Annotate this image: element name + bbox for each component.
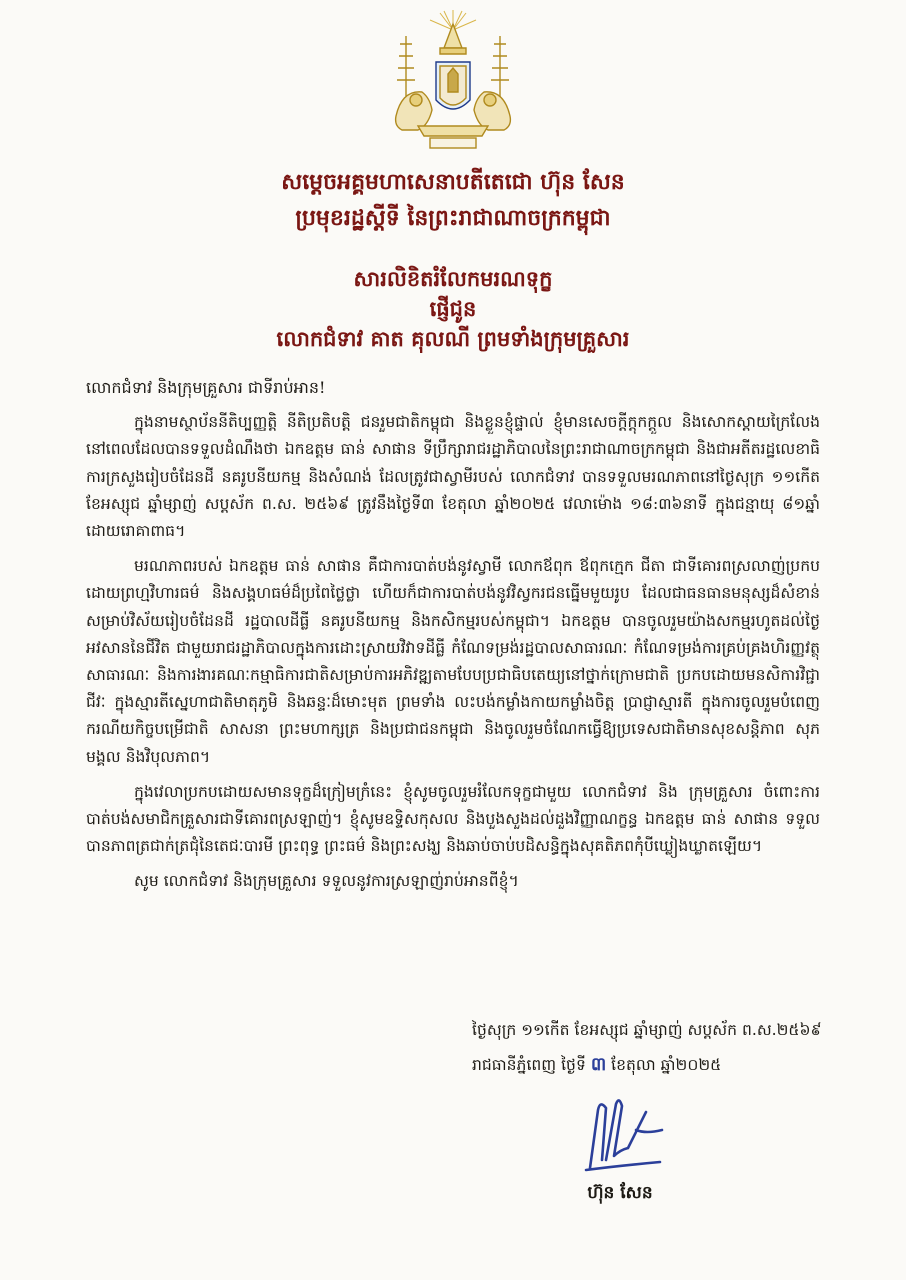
closing-line: សូម លោកជំទាវ និងក្រុមគ្រួសារ ទទួលនូវការស្រឡាញ់រាប់អានពីខ្ញុំ។ <box>134 872 519 891</box>
handwritten-signature <box>576 1090 668 1174</box>
place-date <box>472 1052 852 1079</box>
letter-recipient: លោកជំទាវ គាត គុលណី ព្រមទាំងក្រុមគ្រួសារ <box>276 326 630 351</box>
paragraph-2: មរណភាពរបស់ ឯកឧត្តម ធាន់ សាផាន គឺជាការបាត់បង់នូវស្វាមី លោកឪពុក ឪពុកក្មេក ជីតា ជាទីគោរពស្រលាញ់ប្រកបដោយព្រហ្មវិហារធម៌ និងសង្គហធម៌ដ៏ប្រពៃថ្លៃថ្លា ហើយក៏ជាការបាត់បង់នូវវិស្វករជនធ្នើមមួយរូប ដែលជាធនធានមនុស្សដ៏សំខាន់សម្រាប់វិស័យរៀបចំដែនដី រដ្ឋបាលដីធ្លី នគរូបនីយកម្ម និងកសិកម្មរបស់កម្ពុជា។ ឯកឧត្តម បានចូលរួមយ៉ាងសកម្មរហូតដល់ថ្ងៃអវសាននៃជីវិត ជាមួយរាជរដ្ឋាភិបាលក្នុងការដោះស្រាយវិវាទដីធ្លី កំណែទម្រង់រដ្ឋបាលសាធារណៈ កំណែទម្រង់ការគ្រប់គ្រងហិរញ្ញវត្ថុសាធារណៈ និងការងារគណៈកម្មាធិការជាតិសម្រាប់ការអភិវឌ្ឍតាមបែបប្រជាធិបតេយ្យនៅថ្នាក់ក្រោមជាតិ ប្រកបដោយមនសិការវិជ្ជាជីវៈ ក្នុងស្មារតីស្នេហាជាតិមាតុភូមិ និងឆន្ទៈដ៏មោះមុត ព្រមទាំង លះបង់កម្លាំងកាយកម្លាំងចិត្ត ប្រាជ្ញាស្មារតី ក្នុងការចូលរួមបំពេញករណីយកិច្ចបម្រើជាតិ សាសនា ព្រះមហាក្សត្រ និងប្រជាជនកម្ពុជា និងចូលរួមចំណែកធ្វើឱ្យប្រទេសជាតិមានសុខសន្តិភាព សុភមង្គល និងវិបុលភាព។ <box>86 557 820 766</box>
letter-subject: សារលិខិតរំលែកមរណទុក្ខ <box>353 266 553 291</box>
day-number: ៣ <box>590 1054 607 1075</box>
royal-emblem-icon <box>378 8 528 156</box>
paragraph-3: ក្នុងវេលាប្រកបដោយសមានទុក្ខដ៏ក្រៀមក្រំនេះ ខ្ញុំសូមចូលរួមរំលែកទុក្ខជាមួយ លោកជំទាវ និង ក្រុមគ្រួសារ ចំពោះការបាត់បង់សមាជិកគ្រួសារជាទីគោរពស្រឡាញ់។ ខ្ញុំសូមឧទ្ទិសកុសល និងបួងសួងដល់ដួងវិញ្ញាណក្ខន្ធ ឯកឧត្តម ធាន់ សាផាន ទទួលបានភាពត្រជាក់ត្រជុំនៃតេជៈបារមី ព្រះពុទ្ធ ព្រះធម៌ និងព្រះសង្ឃ និងឆាប់ចាប់បដិសន្ធិក្នុងសុគតិភពកុំបីឃ្លៀងឃ្លាតឡើយ។ <box>86 782 820 856</box>
signer-name: ហ៊ុន សែន <box>587 1183 653 1203</box>
lunar-date: ថ្ងៃសុក្រ ១១កើត ខែអស្សុជ ឆ្នាំម្សាញ់ សប្តស័ក ព.ស.២៥៦៩ <box>472 1021 822 1039</box>
place-date-prefix: រាជធានីភ្នំពេញ ថ្ងៃទី <box>472 1056 586 1074</box>
letter-subject-sent-to: ផ្ញើជូន <box>429 296 477 321</box>
sender-position: ប្រមុខរដ្ឋស្តីទី នៃព្រះរាជាណាចក្រកម្ពុជា <box>295 205 611 231</box>
greeting: លោកជំទាវ និងក្រុមគ្រួសារ ជាទីរាប់អាន! <box>86 378 326 397</box>
paragraph-1: ក្នុងនាមស្ថាប័ននីតិប្បញ្ញត្តិ នីតិប្រតិបត្តិ ជនរួមជាតិកម្ពុជា និងខ្លួនខ្ញុំផ្ទាល់ ខ្ញុំមានសេចក្តីក្តុកក្តួល និងសោកស្តាយក្រៃលែង នៅពេលដែលបានទទួលដំណឹងថា ឯកឧត្តម ធាន់ សាផាន ទីប្រឹក្សារាជរដ្ឋាភិបាលនៃព្រះរាជាណាចក្រកម្ពុជា និងជាអតីតរដ្ឋលេខាធិការក្រសួងរៀបចំដែនដី នគរូបនីយកម្ម និងសំណង់ ដែលត្រូវជាស្វាមីរបស់ លោកជំទាវ បានទទួលមរណភាពនៅថ្ងៃសុក្រ ១១កើត ខែអស្សុជ ឆ្នាំម្សាញ់ សប្តស័ក ព.ស. ២៥៦៩ ត្រូវនឹងថ្ងៃទី៣ ខែតុលា ឆ្នាំ២០២៥ វេលាម៉ោង ១៨:៣៦នាទី ក្នុងជន្មាយុ ៨១ឆ្នាំ ដោយរោគាពាធ។ <box>86 413 820 541</box>
sender-title: សម្តេចអគ្គមហាសេនាបតីតេជោ ហ៊ុន សែន <box>281 169 625 195</box>
place-date-suffix: ខែតុលា ឆ្នាំ២០២៥ <box>611 1056 722 1074</box>
letter-body <box>86 374 820 896</box>
